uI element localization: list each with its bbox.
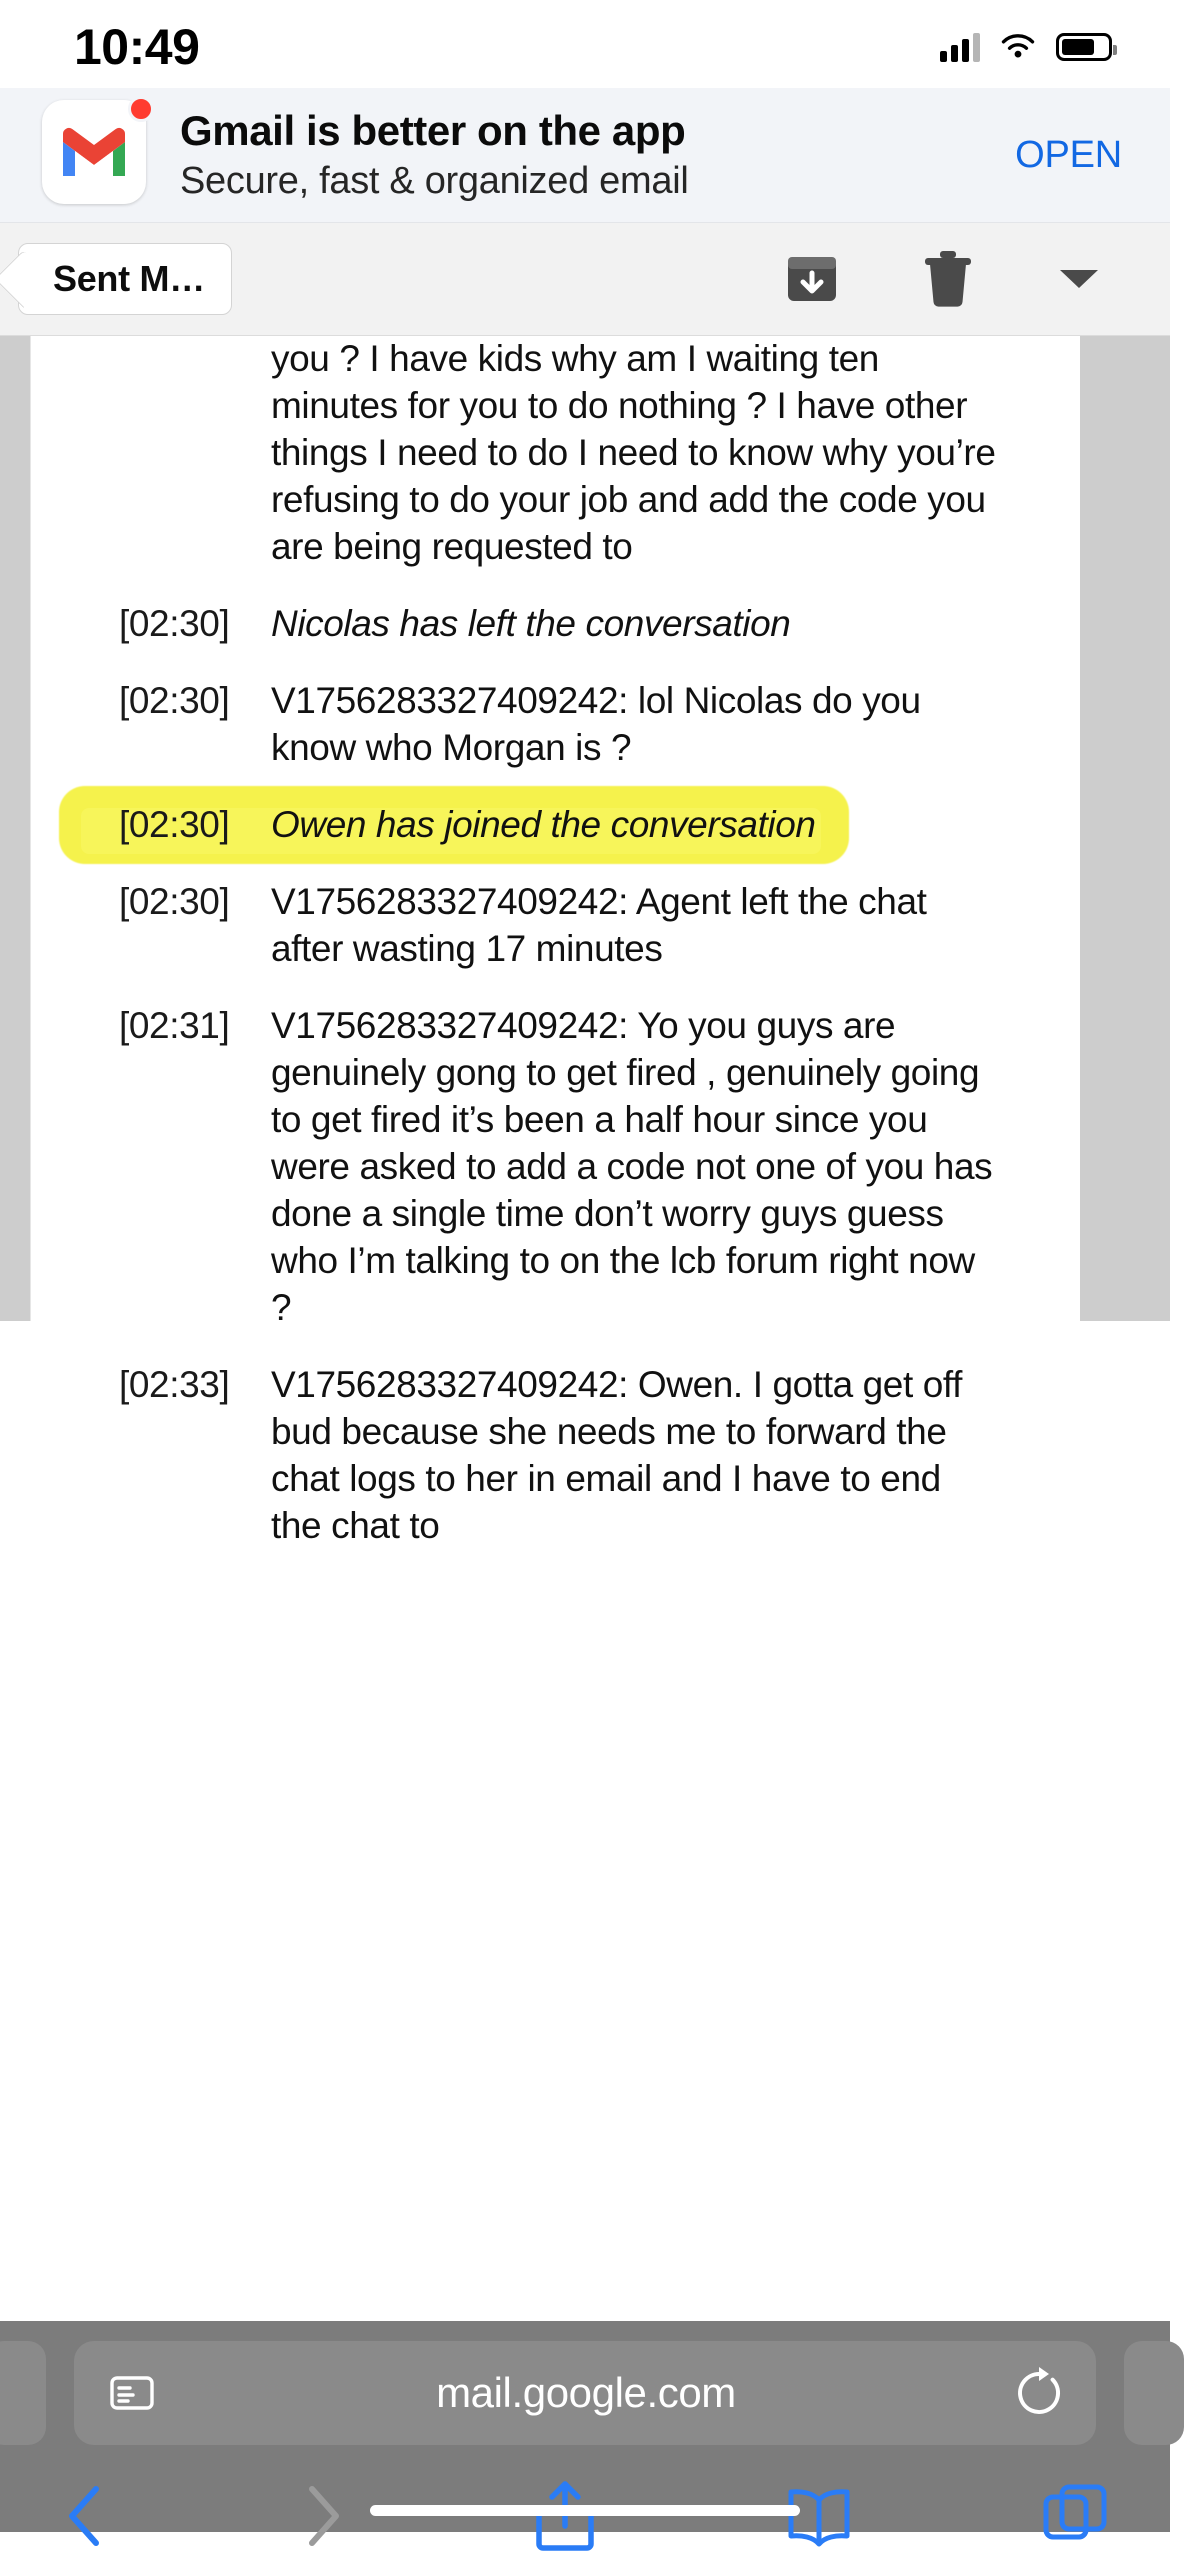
reload-icon[interactable]	[1014, 2366, 1064, 2420]
chat-continuation-row	[119, 336, 999, 571]
gmail-app-promo-banner[interactable]	[0, 88, 1170, 223]
chat-timestamp: [02:30]	[119, 602, 230, 644]
email-sheet	[30, 336, 1080, 1546]
back-button-label: Sent M…	[53, 258, 205, 299]
chat-row	[119, 678, 999, 772]
chat-message-text: you ? I have kids why am I waiting ten minutes for you to do nothing ? I have other things I need to do I need to know why you’re refusing to do your job and add the code you are being requested to	[271, 338, 996, 567]
next-tab-edge[interactable]	[1124, 2341, 1184, 2445]
chat-row	[119, 879, 999, 973]
mail-actions	[784, 250, 1170, 308]
safari-toolbar	[0, 2321, 1170, 2532]
chat-row	[119, 601, 999, 648]
browser-toolbar-buttons	[0, 2461, 1170, 2571]
gmail-icon-wrap	[42, 100, 152, 210]
chat-timestamp: [02:33]	[119, 1363, 230, 1405]
trash-icon[interactable]	[922, 250, 974, 308]
forward-icon	[298, 2481, 346, 2551]
notification-dot-icon	[128, 96, 154, 122]
promo-text	[152, 107, 1015, 203]
back-icon[interactable]	[62, 2481, 110, 2551]
chat-timestamp: [02:30]	[119, 803, 230, 845]
timestamp-spacer	[119, 336, 271, 571]
chat-timestamp: [02:31]	[119, 1004, 230, 1046]
chat-row	[119, 1362, 999, 1550]
share-icon[interactable]	[534, 2478, 596, 2554]
bookmarks-icon[interactable]	[784, 2486, 854, 2546]
mail-toolbar	[0, 223, 1170, 336]
chat-log	[119, 336, 999, 1580]
archive-icon[interactable]	[784, 251, 840, 307]
battery-icon	[1056, 33, 1112, 61]
open-app-button[interactable]: OPEN	[1015, 133, 1122, 176]
cellular-signal-icon	[940, 32, 980, 62]
promo-subtitle: Secure, fast & organized email	[180, 160, 689, 203]
previous-tab-edge[interactable]	[0, 2341, 46, 2445]
chevron-down-icon[interactable]	[1056, 264, 1102, 294]
chat-timestamp: [02:30]	[119, 679, 230, 721]
home-indicator	[370, 2505, 800, 2516]
chat-message-text: V1756283327409242: lol Nicolas do you know who Morgan is ?	[271, 679, 921, 768]
chat-message-text: V1756283327409242: Yo you guys are genuinely gong to get fired , genuinely going to get fired it’s been a half hour since you were asked to add a code not one of you has done a single time don’t worry guys guess who I’m talking to on the lcb forum right now ?	[271, 1004, 993, 1328]
status-time: 10:49	[74, 19, 200, 75]
address-bar-text: mail.google.com	[436, 2369, 736, 2416]
chat-message-text: Owen has joined the conversation	[271, 803, 816, 845]
chat-message-text: Nicolas has left the conversation	[271, 602, 791, 644]
chat-row	[119, 1003, 999, 1332]
status-indicators	[940, 26, 1112, 62]
email-body-scroll-area[interactable]	[0, 336, 1170, 1546]
back-to-sent-mail-button[interactable]	[18, 243, 232, 315]
chat-message-text: V1756283327409242: Owen. I gotta get off bud because she needs me to forward the chat logs to her in email and I have to end the chat to	[271, 1363, 963, 1546]
wifi-icon	[998, 32, 1038, 62]
status-bar	[0, 0, 1170, 88]
promo-title: Gmail is better on the app	[180, 107, 686, 155]
address-bar[interactable]	[74, 2341, 1096, 2445]
reader-view-icon[interactable]	[106, 2370, 158, 2416]
chat-message-text: V1756283327409242: Agent left the chat after wasting 17 minutes	[271, 880, 927, 969]
chat-row-highlighted	[119, 802, 999, 849]
tabs-icon[interactable]	[1042, 2483, 1108, 2549]
address-bar-row	[0, 2341, 1170, 2445]
chat-timestamp: [02:30]	[119, 880, 230, 922]
